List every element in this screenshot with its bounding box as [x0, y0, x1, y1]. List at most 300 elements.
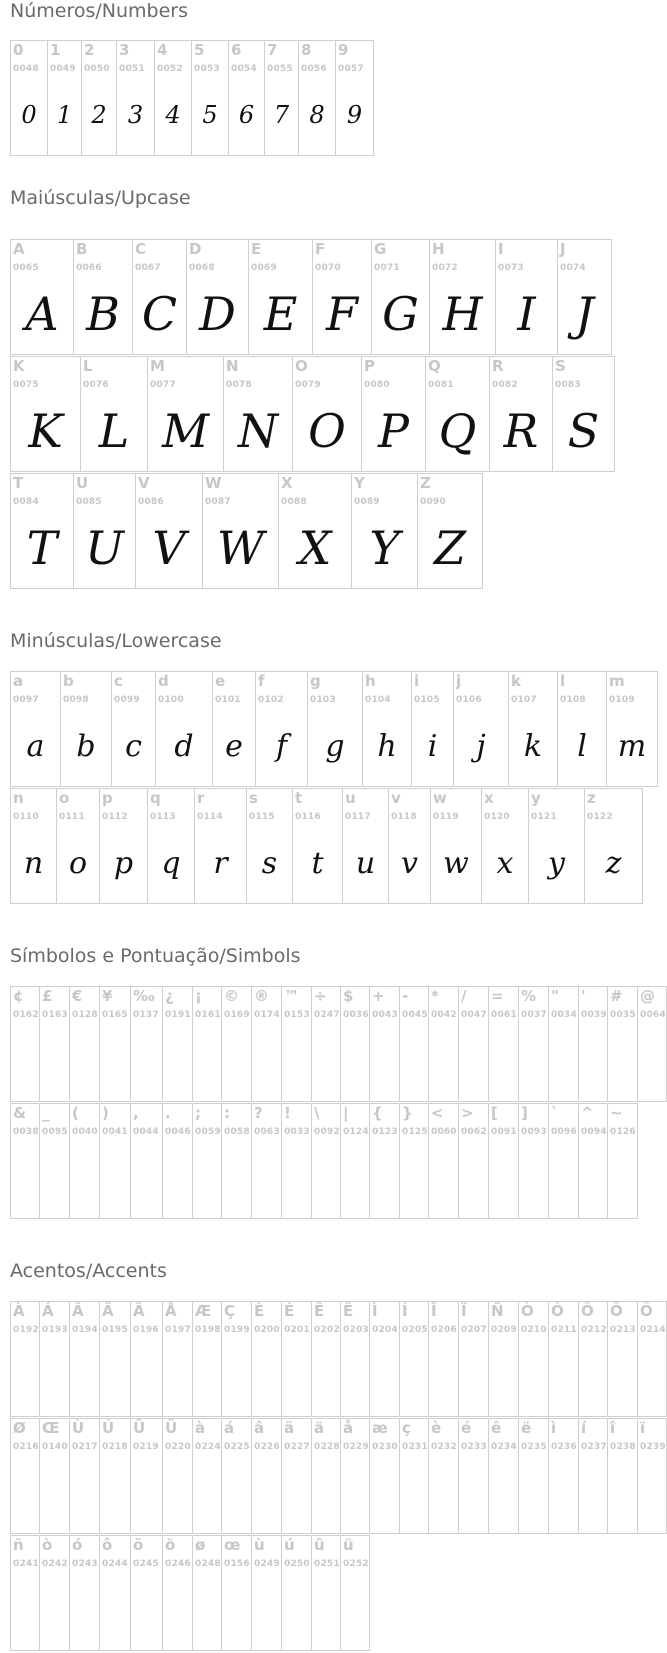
character-code: 0163 — [42, 1010, 68, 1020]
character-label: Î — [431, 1302, 437, 1320]
character-label: ! — [284, 1104, 291, 1122]
character-label: p — [102, 789, 113, 807]
glyph-sample: 2 — [91, 101, 107, 129]
character-label: é — [461, 1419, 472, 1437]
character-label: . — [165, 1104, 171, 1122]
glyph-cell — [11, 1536, 40, 1650]
character-label: H — [432, 240, 445, 258]
character-label: / — [461, 987, 467, 1005]
glyph-sample — [100, 1342, 130, 1410]
glyph-sample — [282, 1576, 311, 1644]
glyph-cell — [203, 474, 279, 588]
character-label: Ê — [314, 1302, 325, 1320]
character-code: 0237 — [581, 1442, 607, 1452]
glyph-sample — [163, 1144, 192, 1212]
character-code: 0044 — [133, 1127, 159, 1137]
character-label: ö — [165, 1536, 176, 1554]
character-code: 0048 — [13, 64, 39, 74]
character-code: 0236 — [551, 1442, 577, 1452]
character-label: 2 — [84, 41, 95, 59]
character-code: 0243 — [72, 1559, 98, 1569]
character-label: õ — [133, 1536, 144, 1554]
character-code: 0197 — [165, 1325, 191, 1335]
glyph-sample: w — [443, 845, 469, 881]
character-label: * — [431, 987, 439, 1005]
glyph-cell — [61, 672, 112, 786]
glyph-cell — [454, 672, 509, 786]
glyph-cell — [459, 1419, 489, 1533]
glyph-cell — [608, 987, 638, 1101]
character-label: ¡ — [195, 987, 202, 1005]
glyph-cell — [585, 789, 643, 903]
glyph-cell — [638, 987, 667, 1101]
section-title: Maiúsculas/Upcase — [10, 187, 191, 209]
character-code: 0194 — [72, 1325, 98, 1335]
glyph-cell — [247, 789, 293, 903]
glyph-cell — [459, 1302, 489, 1416]
character-label: Á — [42, 1302, 54, 1320]
glyph-cell — [459, 987, 489, 1101]
glyph-cell — [100, 1104, 131, 1218]
character-code: 0049 — [50, 64, 76, 74]
section-title: Símbolos e Pontuação/Simbols — [10, 945, 301, 967]
character-label: A — [13, 240, 25, 258]
character-label: g — [310, 672, 321, 690]
character-code: 0234 — [491, 1442, 517, 1452]
character-label: } — [402, 1104, 413, 1122]
glyph-cell — [282, 1104, 312, 1218]
character-label: ‰ — [133, 987, 155, 1005]
glyph-sample: C — [141, 287, 178, 341]
character-label: à — [195, 1419, 206, 1437]
character-code: 0106 — [456, 695, 482, 705]
character-label: i — [414, 672, 420, 690]
glyph-cell — [459, 1104, 489, 1218]
glyph-sample — [519, 1459, 548, 1527]
character-code: 0232 — [431, 1442, 457, 1452]
character-code: 0210 — [521, 1325, 547, 1335]
character-code: 0087 — [205, 497, 231, 507]
glyph-sample — [341, 1144, 369, 1212]
character-code: 0249 — [254, 1559, 280, 1569]
character-label: T — [13, 474, 24, 492]
glyph-sample — [100, 1144, 130, 1212]
character-label: ê — [491, 1419, 502, 1437]
character-label: Æ — [195, 1302, 212, 1320]
glyph-sample — [282, 1027, 311, 1095]
glyph-cell — [11, 672, 61, 786]
glyph-cell — [82, 41, 117, 155]
character-label: Ö — [640, 1302, 653, 1320]
character-label: î — [610, 1419, 616, 1437]
character-label: G — [374, 240, 387, 258]
character-code: 0092 — [314, 1127, 340, 1137]
glyph-cell — [252, 1536, 282, 1650]
glyph-cell — [100, 1536, 131, 1650]
glyph-sample — [252, 1027, 281, 1095]
character-label: ô — [102, 1536, 113, 1554]
character-label: Û — [133, 1419, 146, 1437]
character-label: q — [150, 789, 161, 807]
character-code: 0045 — [402, 1010, 428, 1020]
character-label: Ø — [13, 1419, 26, 1437]
glyph-cell — [192, 41, 229, 155]
character-code: 0250 — [284, 1559, 310, 1569]
character-label: m — [609, 672, 625, 690]
character-label: r — [197, 789, 205, 807]
character-label: R — [492, 357, 504, 375]
character-label: ï — [640, 1419, 646, 1437]
glyph-sample — [400, 1027, 428, 1095]
glyph-sample — [40, 1576, 69, 1644]
glyph-sample — [193, 1342, 221, 1410]
glyph-cell — [193, 1419, 222, 1533]
glyph-cell — [11, 357, 81, 471]
glyph-cell — [74, 474, 136, 588]
character-code: 0119 — [433, 812, 459, 822]
character-code: 0037 — [521, 1010, 547, 1020]
character-label: Ó — [551, 1302, 564, 1320]
character-code: 0203 — [343, 1325, 369, 1335]
glyph-sample — [370, 1027, 399, 1095]
glyph-cell — [40, 1536, 70, 1650]
glyph-sample: Y — [369, 521, 400, 575]
character-label: ó — [72, 1536, 83, 1554]
glyph-cell — [579, 1419, 608, 1533]
glyph-sample — [193, 1459, 221, 1527]
character-label: b — [63, 672, 74, 690]
glyph-row — [10, 239, 612, 355]
glyph-sample — [222, 1576, 251, 1644]
character-label: S — [555, 357, 566, 375]
glyph-sample: r — [213, 845, 228, 881]
glyph-sample: y — [548, 845, 565, 881]
character-label: | — [343, 1104, 349, 1122]
glyph-sample — [312, 1576, 340, 1644]
character-code: 0246 — [165, 1559, 191, 1569]
character-label: j — [456, 672, 462, 690]
character-label: ^ — [581, 1104, 594, 1122]
glyph-sample — [519, 1342, 548, 1410]
character-label: ( — [72, 1104, 79, 1122]
glyph-row — [10, 40, 374, 156]
glyph-cell — [352, 474, 418, 588]
glyph-sample: z — [605, 845, 622, 881]
character-label: Ú — [102, 1419, 115, 1437]
glyph-sample — [489, 1459, 518, 1527]
character-code: 0034 — [551, 1010, 577, 1020]
character-code: 0043 — [372, 1010, 398, 1020]
glyph-cell — [363, 672, 412, 786]
glyph-sample: V — [152, 521, 186, 575]
character-label: - — [402, 987, 409, 1005]
character-code: 0111 — [59, 812, 85, 822]
character-label: â — [254, 1419, 265, 1437]
glyph-cell — [222, 1536, 252, 1650]
glyph-sample — [549, 1144, 578, 1212]
glyph-cell — [252, 1104, 282, 1218]
glyph-sample: U — [85, 521, 124, 575]
character-code: 0062 — [461, 1127, 487, 1137]
glyph-sample — [100, 1459, 130, 1527]
character-code: 0038 — [13, 1127, 39, 1137]
character-label: s — [249, 789, 258, 807]
character-label: ú — [284, 1536, 295, 1554]
character-label: 6 — [231, 41, 242, 59]
character-code: 0229 — [343, 1442, 369, 1452]
character-code: 0153 — [284, 1010, 310, 1020]
glyph-sample: Q — [438, 404, 477, 458]
character-code: 0079 — [295, 380, 321, 390]
character-label: è — [431, 1419, 442, 1437]
character-label: Ù — [72, 1419, 85, 1437]
glyph-sample: c — [125, 728, 142, 764]
character-code: 0061 — [491, 1010, 517, 1020]
glyph-cell — [430, 240, 496, 354]
glyph-row — [10, 671, 658, 787]
character-label: À — [13, 1302, 25, 1320]
character-code: 0102 — [258, 695, 284, 705]
glyph-cell — [389, 789, 431, 903]
character-label: ™ — [284, 987, 299, 1005]
character-label: d — [158, 672, 169, 690]
character-code: 0036 — [343, 1010, 369, 1020]
glyph-sample: a — [26, 728, 45, 764]
character-label: _ — [42, 1104, 50, 1122]
glyph-cell — [193, 1104, 222, 1218]
character-label: Ü — [165, 1419, 178, 1437]
glyph-cell — [558, 672, 607, 786]
glyph-cell — [187, 240, 249, 354]
glyph-sample — [163, 1576, 192, 1644]
glyph-cell — [249, 240, 313, 354]
character-code: 0104 — [365, 695, 391, 705]
glyph-cell — [131, 1419, 163, 1533]
glyph-cell — [312, 1302, 341, 1416]
glyph-cell — [70, 1302, 100, 1416]
glyph-cell — [299, 41, 336, 155]
glyph-sample — [100, 1027, 130, 1095]
glyph-cell — [11, 474, 74, 588]
glyph-cell — [370, 1419, 400, 1533]
glyph-cell — [341, 987, 370, 1101]
character-label: X — [281, 474, 293, 492]
character-label: ¥ — [102, 987, 113, 1005]
character-code: 0063 — [254, 1127, 280, 1137]
character-code: 0070 — [315, 263, 341, 273]
character-code: 0162 — [13, 1010, 39, 1020]
glyph-cell — [341, 1419, 370, 1533]
glyph-sample: 5 — [202, 101, 218, 129]
glyph-sample: L — [98, 404, 130, 458]
character-code: 0101 — [215, 695, 241, 705]
glyph-cell — [40, 1104, 70, 1218]
glyph-cell — [429, 1419, 459, 1533]
glyph-sample — [549, 1027, 578, 1095]
character-code: 0091 — [491, 1127, 517, 1137]
character-code: 0090 — [420, 497, 446, 507]
character-label: Â — [72, 1302, 84, 1320]
glyph-sample: x — [496, 845, 514, 881]
character-label: ~ — [610, 1104, 623, 1122]
glyph-sample: 6 — [238, 101, 255, 129]
glyph-sample: v — [401, 845, 418, 881]
character-label: E — [251, 240, 262, 258]
glyph-sample: p — [113, 845, 134, 881]
glyph-cell — [40, 1419, 70, 1533]
glyph-cell — [282, 1302, 312, 1416]
character-label: t — [295, 789, 303, 807]
character-code: 0050 — [84, 64, 110, 74]
character-label: Ô — [581, 1302, 594, 1320]
glyph-cell — [343, 789, 389, 903]
glyph-cell — [112, 672, 156, 786]
character-code: 0205 — [402, 1325, 428, 1335]
character-code: 0109 — [609, 695, 635, 705]
glyph-cell — [148, 357, 224, 471]
character-label: Ï — [461, 1302, 467, 1320]
glyph-sample: 4 — [165, 101, 181, 129]
glyph-cell — [74, 240, 133, 354]
character-code: 0120 — [484, 812, 510, 822]
glyph-sample — [252, 1144, 281, 1212]
glyph-cell — [519, 1104, 549, 1218]
glyph-cell — [222, 987, 252, 1101]
glyph-sample — [429, 1144, 458, 1212]
glyph-cell — [163, 1419, 193, 1533]
character-code: 0064 — [640, 1010, 666, 1020]
glyph-sample: l — [577, 728, 587, 764]
glyph-cell — [519, 1302, 549, 1416]
character-label: Ë — [343, 1302, 354, 1320]
glyph-sample: W — [216, 521, 265, 575]
character-code: 0224 — [195, 1442, 221, 1452]
character-code: 0219 — [133, 1442, 159, 1452]
character-label: { — [372, 1104, 383, 1122]
character-code: 0080 — [364, 380, 390, 390]
character-code: 0054 — [231, 64, 257, 74]
character-label: 1 — [50, 41, 61, 59]
character-label: ¿ — [165, 987, 174, 1005]
character-label: Q — [428, 357, 441, 375]
glyph-cell — [48, 41, 82, 155]
glyph-cell — [11, 1419, 40, 1533]
glyph-cell — [400, 987, 429, 1101]
glyph-cell — [11, 987, 40, 1101]
glyph-cell — [429, 1302, 459, 1416]
glyph-cell — [549, 987, 579, 1101]
character-code: 0217 — [72, 1442, 98, 1452]
character-code: 0074 — [560, 263, 586, 273]
glyph-cell — [429, 1104, 459, 1218]
character-code: 0035 — [610, 1010, 636, 1020]
glyph-sample — [193, 1576, 221, 1644]
character-code: 0209 — [491, 1325, 517, 1335]
character-code: 0118 — [391, 812, 417, 822]
glyph-cell — [489, 1104, 519, 1218]
character-label: \ — [314, 1104, 320, 1122]
glyph-sample: k — [523, 728, 543, 764]
character-code: 0110 — [13, 812, 39, 822]
glyph-cell — [431, 789, 482, 903]
glyph-sample: M — [161, 404, 210, 458]
glyph-sample: 0 — [21, 101, 37, 129]
glyph-sample — [370, 1342, 399, 1410]
character-label: [ — [491, 1104, 498, 1122]
character-code: 0199 — [224, 1325, 250, 1335]
glyph-cell — [131, 1536, 163, 1650]
character-code: 0241 — [13, 1559, 39, 1569]
character-label: ì — [551, 1419, 557, 1437]
character-code: 0228 — [314, 1442, 340, 1452]
glyph-sample — [400, 1342, 428, 1410]
character-code: 0121 — [531, 812, 557, 822]
glyph-sample — [70, 1342, 99, 1410]
glyph-cell — [213, 672, 256, 786]
glyph-sample — [131, 1459, 162, 1527]
character-code: 0202 — [314, 1325, 340, 1335]
glyph-sample — [70, 1027, 99, 1095]
character-code: 0112 — [102, 812, 128, 822]
glyph-cell — [117, 41, 155, 155]
glyph-row — [10, 356, 615, 472]
glyph-cell — [312, 1104, 341, 1218]
glyph-sample — [400, 1144, 428, 1212]
character-code: 0117 — [345, 812, 371, 822]
character-label: B — [76, 240, 88, 258]
glyph-cell — [163, 1104, 193, 1218]
glyph-cell — [57, 789, 100, 903]
character-code: 0252 — [343, 1559, 369, 1569]
character-label: C — [135, 240, 147, 258]
glyph-cell — [131, 987, 163, 1101]
glyph-sample — [40, 1144, 69, 1212]
glyph-sample — [163, 1342, 192, 1410]
glyph-sample: J — [575, 287, 594, 341]
glyph-sample — [100, 1576, 130, 1644]
character-label: f — [258, 672, 265, 690]
character-code: 0086 — [138, 497, 164, 507]
character-label: % — [521, 987, 537, 1005]
glyph-sample — [40, 1027, 69, 1095]
character-code: 0169 — [224, 1010, 250, 1020]
glyph-sample: R — [503, 404, 539, 458]
glyph-sample — [429, 1459, 458, 1527]
character-label: € — [72, 987, 83, 1005]
character-code: 0226 — [254, 1442, 280, 1452]
glyph-sample — [341, 1342, 369, 1410]
glyph-sample: X — [298, 521, 332, 575]
section-title: Números/Numbers — [10, 0, 188, 22]
glyph-sample — [193, 1144, 221, 1212]
glyph-cell — [489, 1419, 519, 1533]
glyph-sample — [131, 1027, 162, 1095]
glyph-sample: i — [427, 728, 438, 764]
character-code: 0059 — [195, 1127, 221, 1137]
glyph-sample — [429, 1342, 458, 1410]
character-label: a — [13, 672, 24, 690]
character-label: Õ — [610, 1302, 623, 1320]
glyph-sample — [608, 1342, 637, 1410]
character-code: 0071 — [374, 263, 400, 273]
character-label: Ò — [521, 1302, 534, 1320]
character-label: È — [254, 1302, 265, 1320]
glyph-cell — [256, 672, 308, 786]
character-label: < — [431, 1104, 444, 1122]
character-label: ? — [254, 1104, 263, 1122]
character-label: ¢ — [13, 987, 24, 1005]
glyph-cell — [579, 987, 608, 1101]
